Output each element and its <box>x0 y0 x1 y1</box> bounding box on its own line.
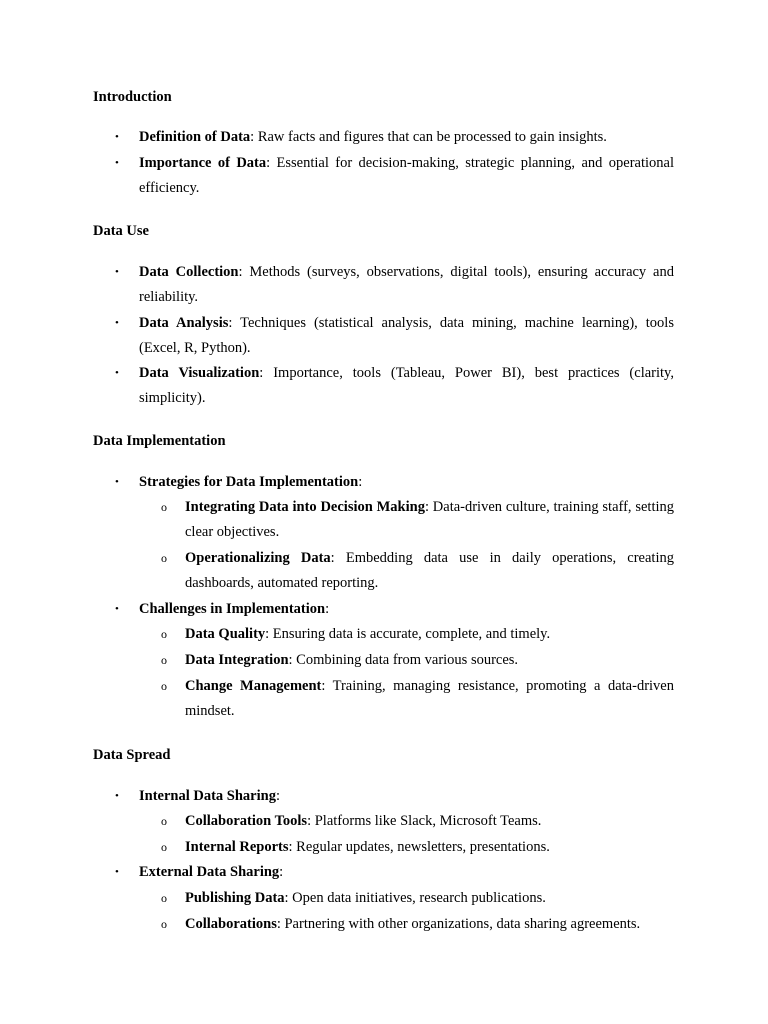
item-term: Collaboration Tools <box>185 813 308 829</box>
bullet-item-internal-data-sharing <box>115 784 674 809</box>
bullet-icon: • <box>115 367 119 379</box>
bullet-item-definition-of-data <box>115 125 674 150</box>
item-term: Importance of Data <box>139 155 267 171</box>
item-term: External Data Sharing <box>139 864 280 880</box>
item-text: : <box>279 864 284 880</box>
heading-data-use: Data Use <box>93 223 149 239</box>
sub-item-collaboration-tools <box>161 809 674 834</box>
sub-item-data-quality <box>161 622 674 647</box>
item-term: Change Management <box>185 678 322 694</box>
bullet-item-data-visualization <box>115 361 674 411</box>
bullet-item-data-analysis <box>115 311 674 361</box>
sub-bullet-icon: o <box>161 627 167 641</box>
sub-item-data-integration <box>161 648 674 673</box>
bullet-icon: • <box>115 266 119 278</box>
item-text: : Embedding data use in daily operations, creating dashboards, automated reporting. <box>185 550 674 591</box>
sub-item-integrating-data <box>161 495 675 545</box>
sub-bullet-icon: o <box>161 891 167 905</box>
sub-bullet-icon: o <box>161 679 167 693</box>
item-term: Collaborations <box>185 916 277 932</box>
item-term: Internal Reports <box>185 839 289 855</box>
item-text: : Combining data from various sources. <box>288 652 519 668</box>
item-text: : Platforms like Slack, Microsoft Teams. <box>307 813 542 829</box>
item-text: : <box>275 788 280 804</box>
item-text: : Ensuring data is accurate, complete, and timely. <box>265 626 551 642</box>
item-term: Data Analysis <box>139 315 229 331</box>
sub-item-publishing-data <box>161 886 674 911</box>
sub-item-operationalizing-data <box>161 546 674 596</box>
bullet-item-external-data-sharing <box>115 860 674 885</box>
sub-item-change-management <box>161 674 674 724</box>
sub-item-collaborations <box>161 912 674 937</box>
bullet-item-importance-of-data <box>115 151 674 201</box>
bullet-item-strategies <box>115 470 674 495</box>
heading-introduction: Introduction <box>93 89 172 105</box>
item-term: Integrating Data into Decision Making <box>185 499 425 515</box>
bullet-item-challenges <box>115 597 674 622</box>
item-term: Operationalizing Data <box>185 550 331 566</box>
item-term: Definition of Data <box>139 129 251 145</box>
sub-bullet-icon: o <box>161 814 167 828</box>
item-term: Publishing Data <box>185 890 285 906</box>
bullet-icon: • <box>115 157 119 169</box>
item-term: Data Integration <box>185 652 289 668</box>
sub-bullet-icon: o <box>161 653 167 667</box>
item-text: : Partnering with other organizations, data sharing agreements. <box>276 916 641 932</box>
bullet-icon: • <box>115 866 119 878</box>
bullet-icon: • <box>115 131 119 143</box>
bullet-icon: • <box>115 317 119 329</box>
item-text: : Open data initiatives, research publications. <box>284 890 546 906</box>
item-text: : <box>358 474 363 490</box>
heading-data-spread: Data Spread <box>93 747 171 763</box>
sub-bullet-icon: o <box>161 840 167 854</box>
item-text: : <box>325 601 330 617</box>
item-text: : Data-driven culture, training staff, setting clear objectives. <box>185 499 675 540</box>
sub-bullet-icon: o <box>161 551 167 565</box>
sub-bullet-icon: o <box>161 500 167 514</box>
heading-data-implementation: Data Implementation <box>93 433 226 449</box>
item-term: Data Visualization <box>139 365 260 381</box>
item-text: : Regular updates, newsletters, presentations. <box>288 839 550 855</box>
item-text: : Training, managing resistance, promoting a data-driven mindset. <box>185 678 674 719</box>
item-text: : Methods (surveys, observations, digital tools), ensuring accuracy and reliability. <box>139 264 674 305</box>
bullet-icon: • <box>115 790 119 802</box>
item-term: Data Collection <box>139 264 239 280</box>
item-text: : Techniques (statistical analysis, data mining, machine learning), tools (Excel, R, Python). <box>139 315 674 356</box>
bullet-item-data-collection <box>115 260 674 310</box>
bullet-icon: • <box>115 476 119 488</box>
item-term: Strategies for Data Implementation <box>139 474 359 490</box>
item-text: : Essential for decision-making, strategic planning, and operational efficiency. <box>139 155 674 196</box>
item-text: : Raw facts and figures that can be processed to gain insights. <box>250 129 607 145</box>
sub-bullet-icon: o <box>161 917 167 931</box>
item-term: Challenges in Implementation <box>139 601 326 617</box>
item-term: Data Quality <box>185 626 266 642</box>
item-term: Internal Data Sharing <box>139 788 276 804</box>
bullet-icon: • <box>115 603 119 615</box>
item-text: : Importance, tools (Tableau, Power BI), best practices (clarity, simplicity). <box>139 365 674 406</box>
sub-item-internal-reports <box>161 835 674 860</box>
